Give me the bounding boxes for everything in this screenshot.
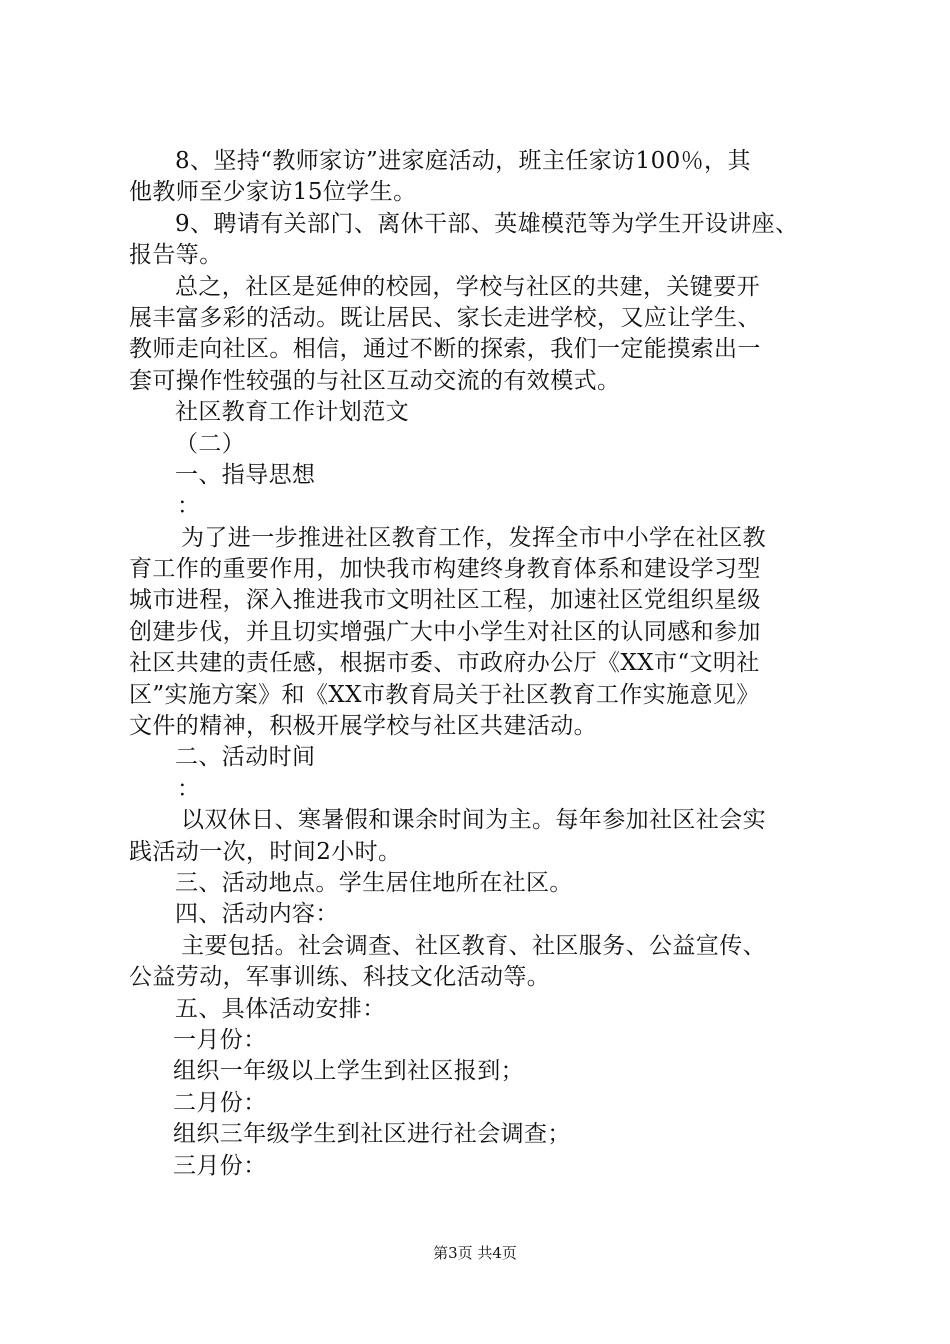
paragraph-line: 8、坚持“教师家访”进家庭活动，班主任家访100％，其 xyxy=(175,148,751,174)
paragraph-line: 展丰富多彩的活动。既让居民、家长走进学校，又应让学生、 xyxy=(129,304,761,331)
document-body xyxy=(129,146,851,1182)
heading-activity-location: 三、活动地点。学生居住地所在社区。 xyxy=(175,869,573,896)
paragraph-line: 9、聘请有关部门、离休干部、英雄模范等为学生开设讲座、 xyxy=(175,210,799,237)
section-title: 社区教育工作计划范文 xyxy=(175,399,409,426)
paragraph-line: 以双休日、寒暑假和课余时间为主。每年参加社区社会实 xyxy=(181,807,766,834)
paragraph-line: 总之，社区是延伸的校园，学校与社区的共建，关键要开 xyxy=(175,273,760,300)
heading-activity-content: 四、活动内容： xyxy=(175,901,339,928)
paragraph-line: 报告等。 xyxy=(129,242,223,269)
heading-activity-time: 二、活动时间 xyxy=(175,744,316,771)
page-number-footer: 第3页 共4页 xyxy=(433,1244,517,1262)
heading-colon: ： xyxy=(177,493,201,520)
paragraph-line: 创建步伐，并且切实增强广大中小学生对社区的认同感和参加 xyxy=(129,618,761,645)
paragraph-line: 主要包括。社会调查、社区教育、社区服务、公益宣传、 xyxy=(181,932,766,959)
month-label: 二月份： xyxy=(173,1089,267,1116)
paragraph-line: 公益劳动，军事训练、科技文化活动等。 xyxy=(129,964,551,991)
paragraph-line: 他教师至少家访15位学生。 xyxy=(129,179,417,206)
heading-schedule: 五、具体活动安排： xyxy=(175,995,386,1022)
paragraph-line: 城市进程，深入推进我市文明社区工程，加速社区党组织星级 xyxy=(129,587,761,614)
month-label: 一月份： xyxy=(173,1026,267,1053)
heading-guiding-idea: 一、指导思想 xyxy=(175,461,316,488)
section-subtitle: （二） xyxy=(175,430,246,457)
paragraph-line: 套可操作性较强的与社区互动交流的有效模式。 xyxy=(129,367,621,394)
schedule-item: 组织三年级学生到社区进行社会调查； xyxy=(173,1121,571,1148)
schedule-item: 组织一年级以上学生到社区报到； xyxy=(173,1058,524,1085)
paragraph-line: 文件的精神，积极开展学校与社区共建活动。 xyxy=(129,713,597,740)
paragraph-line: 践活动一次，时间2小时。 xyxy=(129,838,402,865)
heading-colon: ： xyxy=(177,775,201,802)
month-label: 三月份： xyxy=(173,1152,267,1179)
paragraph-line: 区”实施方案》和《XX市教育局关于社区教育工作实施意见》 xyxy=(129,681,760,708)
paragraph-line: 社区共建的责任感，根据市委、市政府办公厅《XX市“文明社 xyxy=(129,650,760,677)
paragraph-line: 教师走向社区。相信，通过不断的探索，我们一定能摸索出一 xyxy=(129,336,761,363)
paragraph-line: 为了进一步推进社区教育工作，发挥全市中小学在社区教 xyxy=(181,524,766,551)
paragraph-line: 育工作的重要作用，加快我市构建终身教育体系和建设学习型 xyxy=(129,556,761,583)
